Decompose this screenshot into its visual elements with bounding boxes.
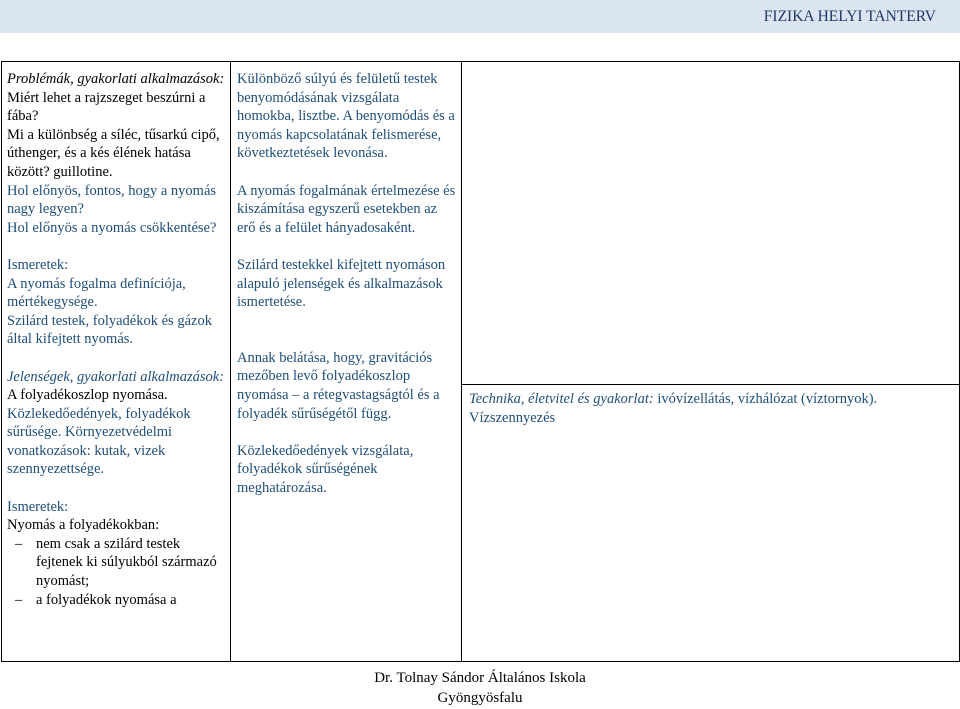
mid-paragraph: Szilárd testekkel kifejtett nyomáson alapuló jelenségek és alkalmazások ismertetése. [237, 256, 446, 311]
problem-item: Miért lehet a rajzszeget beszúrni a fába? [7, 89, 206, 125]
problem-item: Mi a különbség a síléc, tűsarkú cipő, úthenger, és a kés élének hatása között? guillotine. [7, 126, 220, 180]
cross-curricular-text: ivóvízellátás, vízhálózat (víztornyok). Vízszennyezés [469, 391, 878, 426]
problem-item: Hol előnyös a nyomás csökkentése? [7, 219, 217, 236]
table-col-divider-2 [461, 61, 462, 662]
phenomena-item: A folyadékoszlop nyomása. [7, 387, 168, 404]
phenomena-heading: Jelenségek, gyakorlati alkalmazások: [7, 368, 225, 385]
table-row-divider [461, 384, 959, 385]
phenomena-item: Közlekedőedények, folyadékok sűrűsége. Környezetvédelmi vonatkozások: kutak, vizek szennyezettsége. [7, 405, 191, 478]
page-header [0, 0, 960, 33]
footer-school-name: Dr. Tolnay Sándor Általános Iskola [374, 670, 586, 686]
table-bottom-border [1, 661, 960, 662]
table-left-border [1, 61, 2, 662]
mid-paragraph: Annak belátása, hogy, gravitációs mezőben levő folyadékoszlop nyomása – a rétegvastagságtól és a folyadék sűrűségétől függ. [237, 349, 440, 422]
table-top-border [1, 61, 960, 62]
mid-paragraph: Közlekedőedények vizsgálata, folyadékok sűrűségének meghatározása. [237, 442, 414, 496]
knowledge-heading: Ismeretek: [7, 498, 69, 515]
knowledge-list [7, 535, 227, 609]
right-column-cell [469, 390, 957, 427]
problem-item: Hol előnyös, fontos, hogy a nyomás nagy legyen? [7, 182, 217, 218]
page-footer [300, 668, 660, 708]
table-col-divider-1 [230, 61, 231, 662]
footer-town: Gyöngyösfalu [437, 690, 523, 706]
knowledge-list-item: – nem csak a szilárd testek fejtenek ki súlyukból származó nyomást; [7, 535, 227, 591]
cross-curricular-label: Technika, életvitel és gyakorlat: [469, 391, 654, 407]
mid-paragraph: A nyomás fogalmának értelmezése és kiszámítása egyszerű esetekben az erő és a felület hányadosaként. [237, 182, 456, 236]
problems-heading: Problémák, gyakorlati alkalmazások: [7, 71, 225, 87]
left-column [7, 70, 227, 609]
mid-paragraph: Különböző súlyú és felületű testek benyomódásának vizsgálata homokba, lisztbe. A benyomódás és a nyomás kapcsolatának felismerése, következtetések levonása. [237, 71, 455, 162]
knowledge-intro: Nyomás a folyadékokban: [7, 517, 160, 534]
knowledge-item: A nyomás fogalma definíciója, mértékegysége. [7, 275, 186, 311]
knowledge-heading: Ismeretek: [7, 256, 69, 273]
knowledge-list-item: – a folyadékok nyomása a [7, 591, 227, 610]
page-title: FIZIKA HELYI TANTERV [763, 8, 936, 25]
cross-curricular-note [469, 390, 957, 427]
knowledge-item: Szilárd testek, folyadékok és gázok által kifejtett nyomás. [7, 312, 212, 348]
middle-column [237, 70, 459, 497]
